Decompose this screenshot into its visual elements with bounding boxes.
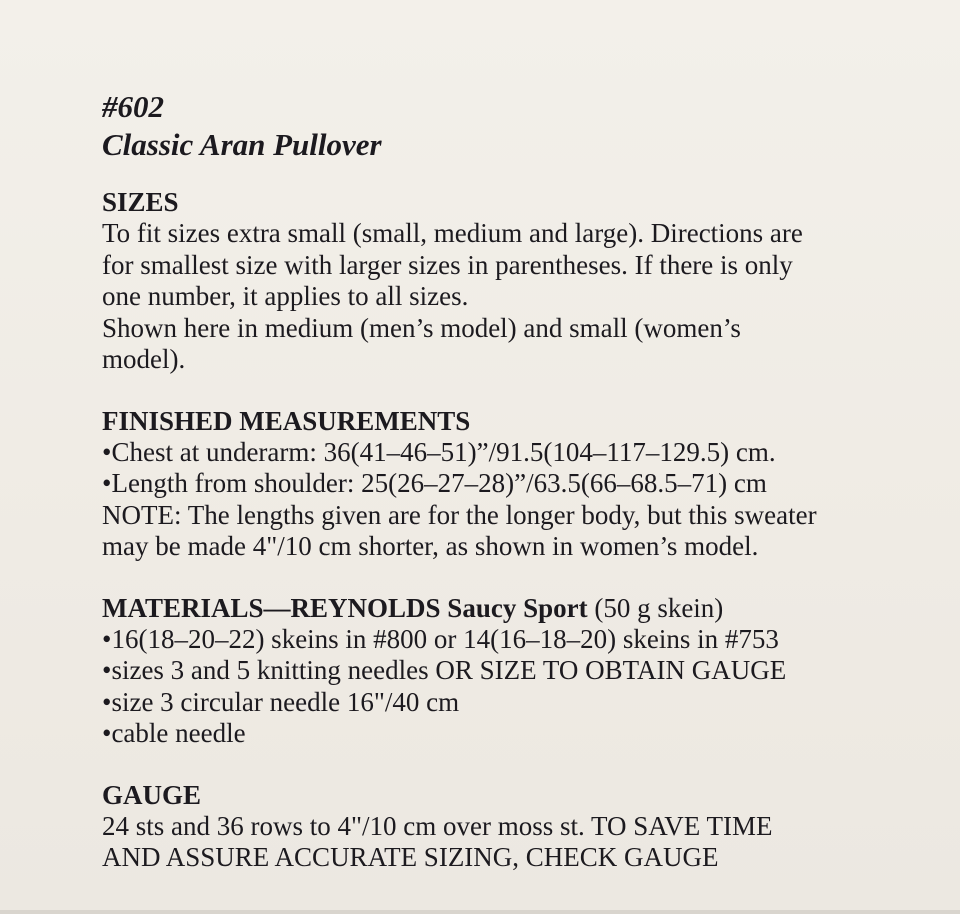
pattern-number: #602	[102, 89, 164, 124]
sizes-heading: SIZES	[102, 187, 179, 217]
measurement-line: •Length from shoulder: 25(26–27–28)”/63.5(66–68.5–71) cm	[102, 468, 767, 498]
gauge-section	[102, 779, 952, 874]
sizes-line: To fit sizes extra small (small, medium and large). Directions are	[102, 218, 803, 248]
materials-heading-note: (50 g skein)	[587, 592, 724, 623]
materials-line: •cable needle	[102, 718, 246, 748]
page-bottom-edge	[0, 910, 960, 914]
gauge-line: AND ASSURE ACCURATE SIZING, CHECK GAUGE	[102, 842, 719, 872]
finished-measurements-heading: FINISHED MEASUREMENTS	[102, 405, 471, 436]
measurement-note-line: may be made 4"/10 cm shorter, as shown in women’s model.	[102, 531, 759, 561]
materials-line: •sizes 3 and 5 knitting needles OR SIZE TO OBTAIN GAUGE	[102, 655, 787, 685]
materials-section	[102, 592, 952, 750]
gauge-line: 24 sts and 36 rows to 4"/10 cm over moss st. TO SAVE TIME	[102, 810, 773, 841]
sizes-line: one number, it applies to all sizes.	[102, 281, 469, 311]
pattern-content	[102, 88, 952, 874]
measurement-note-line: NOTE: The lengths given are for the longer body, but this sweater	[102, 499, 817, 530]
gauge-heading: GAUGE	[102, 779, 202, 810]
materials-line: •size 3 circular needle 16"/40 cm	[102, 686, 460, 717]
sizes-section	[102, 186, 952, 376]
sizes-line: Shown here in medium (men’s model) and small (women’s	[102, 312, 741, 343]
materials-heading	[102, 592, 952, 624]
pattern-title: Classic Aran Pullover	[102, 127, 382, 162]
materials-heading-label: MATERIALS—REYNOLDS Saucy Sport	[102, 592, 588, 623]
materials-line: •16(18–20–22) skeins in #800 or 14(16–18–20) skeins in #753	[102, 623, 779, 654]
finished-measurements-section	[102, 405, 952, 563]
pattern-header	[102, 88, 952, 164]
sizes-line: model).	[102, 344, 186, 374]
measurement-line: •Chest at underarm: 36(41–46–51)”/91.5(104–117–129.5) cm.	[102, 436, 776, 467]
sizes-line: for smallest size with larger sizes in parentheses. If there is only	[102, 249, 793, 280]
